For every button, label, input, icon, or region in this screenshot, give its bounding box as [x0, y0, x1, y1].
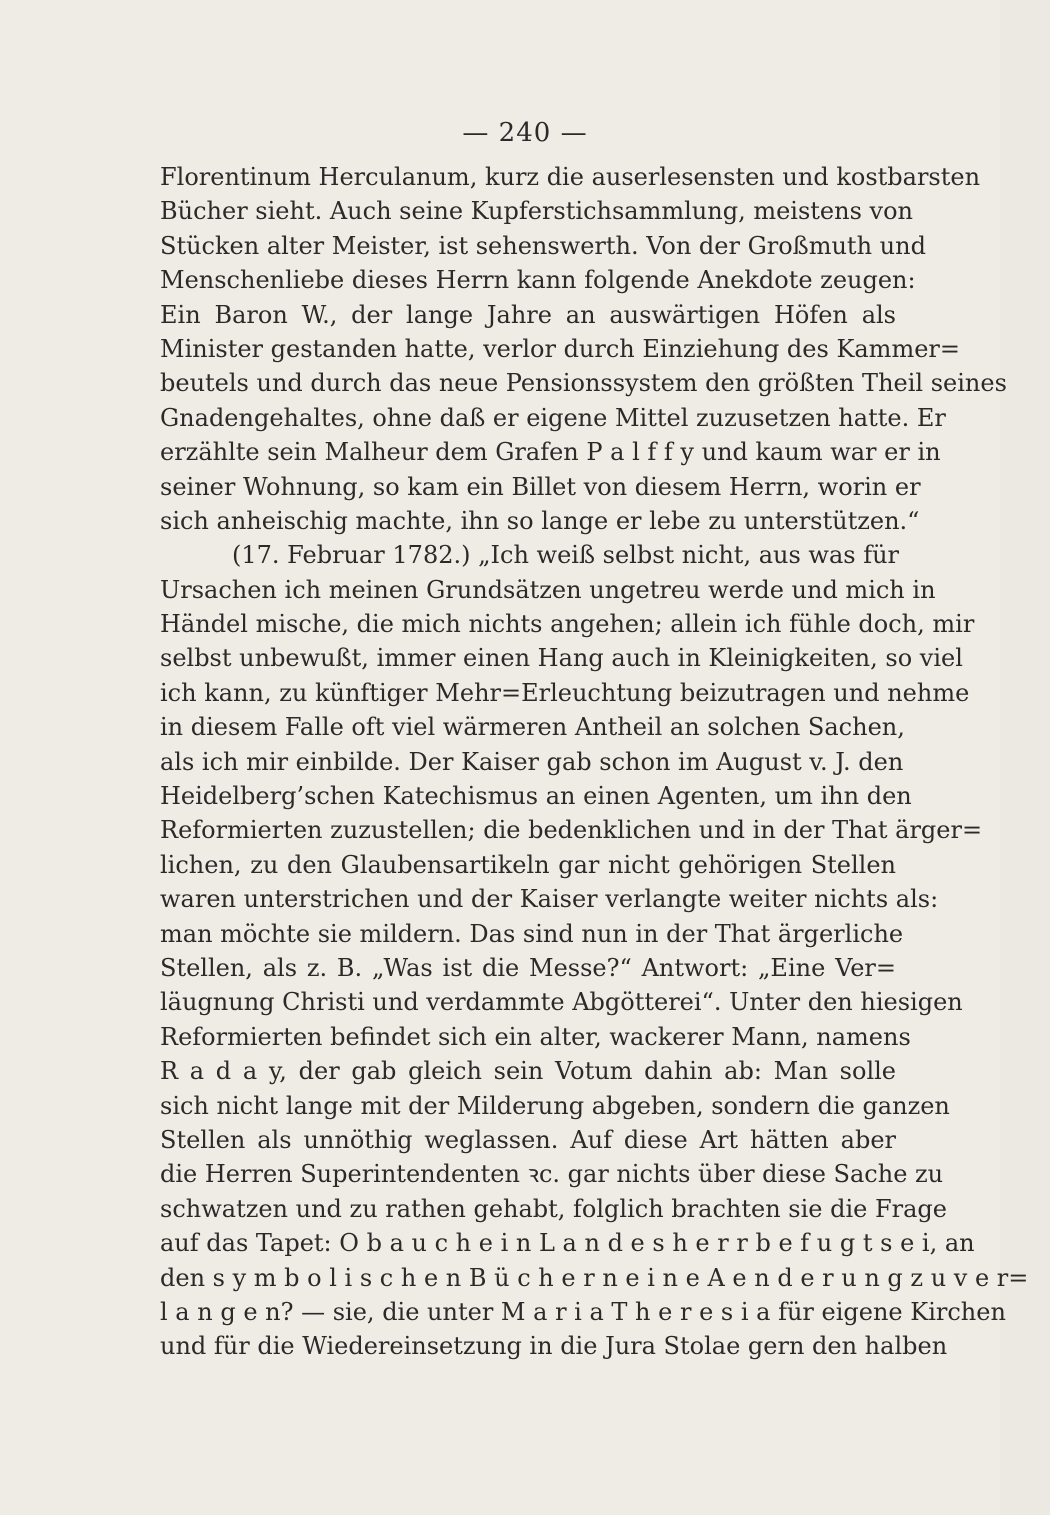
text-line: den s y m b o l i s c h e n B ü c h e r n e i n e A e n d e r u n g z u v e r=	[160, 1263, 1029, 1292]
text-line: Menschenliebe dieses Herrn kann folgende Anekdote zeugen:	[160, 266, 916, 295]
text-line: als ich mir einbilde. Der Kaiser gab schon im August v. J. den	[160, 747, 904, 776]
body-text	[160, 160, 1029, 1364]
text-line: Bücher sieht. Auch seine Kupferstichsammlung, meistens von	[160, 197, 913, 226]
text-line: sich nicht lange mit der Milderung abgeben, sondern die ganzen	[160, 1091, 950, 1120]
text-line: auf das Tapet: O b a u c h e i n L a n d e s h e r r b e f u g t s e i, an	[160, 1229, 975, 1258]
text-line: Ein Baron W., der lange Jahre an auswärtigen Höfen als	[160, 300, 896, 329]
text-line: lichen, zu den Glaubensartikeln gar nicht gehörigen Stellen	[160, 850, 896, 879]
paragraph-start-line: (17. Februar 1782.) „Ich weiß selbst nicht, aus was für	[232, 541, 900, 570]
text-line: Stellen als unnöthig weglassen. Auf diese Art hätten aber	[160, 1125, 896, 1154]
text-line: man möchte sie mildern. Das sind nun in der That ärgerliche	[160, 919, 904, 948]
page-number: — 240 —	[462, 118, 588, 148]
text-line: Reformierten befindet sich ein alter, wackerer Mann, namens	[160, 1022, 911, 1051]
text-line: erzählte sein Malheur dem Grafen P a l f f y und kaum war er in	[160, 438, 941, 467]
text-line: Händel mische, die mich nichts angehen; allein ich fühle doch, mir	[160, 610, 975, 639]
text-line: waren unterstrichen und der Kaiser verlangte weiter nichts als:	[160, 885, 939, 914]
text-line: Reformierten zuzustellen; die bedenklichen und in der That ärger=	[160, 816, 983, 845]
text-line: beutels und durch das neue Pensionssystem den größten Theil seines	[160, 369, 1007, 398]
text-line: läugnung Christi und verdammte Abgötterei“. Unter den hiesigen	[160, 988, 963, 1017]
text-line: Heidelberg’schen Katechismus an einen Agenten, um ihn den	[160, 782, 912, 811]
text-line: Gnadengehaltes, ohne daß er eigene Mittel zuzusetzen hatte. Er	[160, 403, 946, 432]
text-line: R a d a y, der gab gleich sein Votum dahin ab: Man solle	[160, 1057, 896, 1086]
text-line: selbst unbewußt, immer einen Hang auch in Kleinigkeiten, so viel	[160, 644, 963, 673]
text-line: Minister gestanden hatte, verlor durch Einziehung des Kammer=	[160, 334, 960, 363]
text-line: schwatzen und zu rathen gehabt, folglich brachten sie die Frage	[160, 1194, 947, 1223]
text-line: Florentinum Herculanum, kurz die auserlesensten und kostbarsten	[160, 163, 981, 191]
text-line: in diesem Falle oft viel wärmeren Antheil an solchen Sachen,	[160, 713, 905, 742]
text-line: Stellen, als z. B. „Was ist die Messe?“ Antwort: „Eine Ver=	[160, 953, 896, 982]
text-line: l a n g e n? — sie, die unter M a r i a T h e r e s i a für eigene Kirchen	[160, 1297, 1006, 1326]
text-line: ich kann, zu künftiger Mehr=Erleuchtung beizutragen und nehme	[160, 678, 970, 707]
text-line: seiner Wohnung, so kam ein Billet von diesem Herrn, worin er	[160, 472, 921, 501]
text-line: Stücken alter Meister, ist sehenswerth. Von der Großmuth und	[160, 231, 926, 260]
text-line: die Herren Superintendenten ꝛc. gar nichts über diese Sache zu	[160, 1160, 944, 1189]
text-line: und für die Wiedereinsetzung in die Jura Stolae gern den halben	[160, 1332, 948, 1361]
paragraph-end-line: sich anheischig machte, ihn so lange er lebe zu unterstützen.“	[160, 506, 920, 535]
text-line: Ursachen ich meinen Grundsätzen ungetreu werde und mich in	[160, 575, 936, 604]
